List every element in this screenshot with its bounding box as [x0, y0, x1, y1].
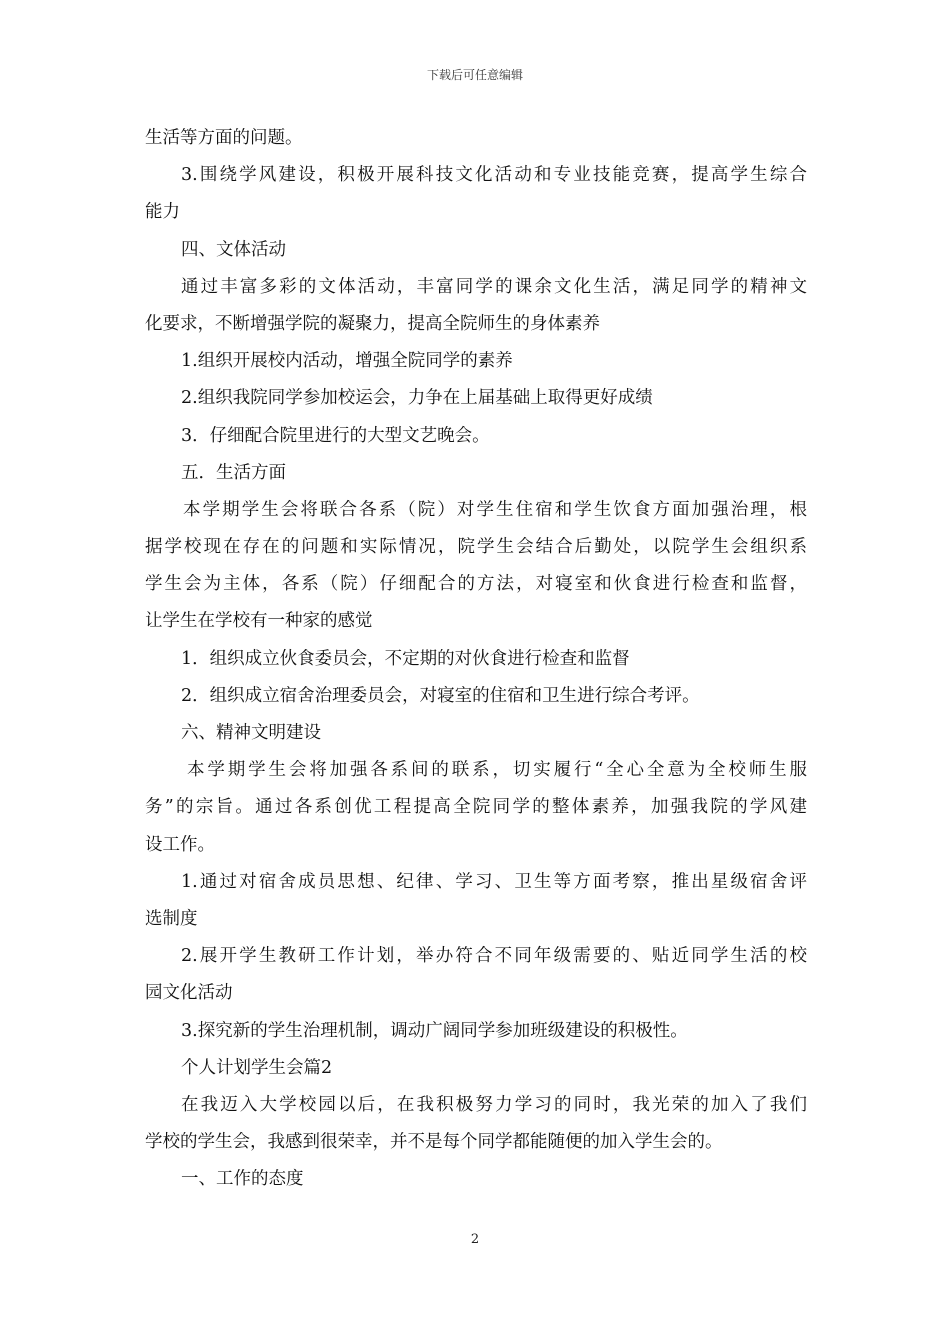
page-number: 2 [470, 1232, 480, 1247]
text-line: 设工作。 [145, 834, 215, 855]
text-line: 本学期学生会将加强各系间的联系，切实履行“全心全意为全校师生服 [187, 760, 807, 781]
text-line: 1．组织成立伙食委员会，不定期的对伙食进行检查和监督 [181, 648, 630, 669]
section-heading: 四、文体活动 [181, 239, 286, 260]
text-line: 学生会为主体，各系（院）仔细配合的方法，对寝室和伙食进行检查和监督， [145, 574, 807, 595]
text-line: 据学校现在存在的问题和实际情况，院学生会结合后勤处，以院学生会组织系 [145, 537, 807, 558]
section-heading: 六、精神文明建设 [181, 723, 321, 743]
text-line: 2.展开学生教研工作计划，举办符合不同年级需要的、贴近同学生活的校 [181, 946, 807, 967]
text-line: 务”的宗旨。通过各系创优工程提高全院同学的整体素养，加强我院的学风建 [145, 797, 807, 818]
section-heading: 一、工作的态度 [181, 1169, 304, 1190]
text-line: 在我迈入大学校园以后，在我积极努力学习的同时，我光荣的加入了我们 [181, 1094, 807, 1115]
text-line: 化要求，不断增强学院的凝聚力，提高全院师生的身体素养 [145, 313, 600, 334]
text-line: 学校的学生会，我感到很荣幸，并不是每个同学都能随便的加入学生会的。 [145, 1132, 723, 1153]
text-line: 3．仔细配合院里进行的大型文艺晚会。 [181, 425, 490, 446]
text-line: 3.围绕学风建设，积极开展科技文化活动和专业技能竞赛，提高学生综合 [181, 165, 807, 186]
section-heading: 个人计划学生会篇2 [181, 1057, 333, 1078]
text-line: 能力 [145, 202, 180, 223]
page-header: 下载后可任意编辑 [426, 68, 523, 82]
text-line: 通过丰富多彩的文体活动，丰富同学的课余文化生活，满足同学的精神文 [181, 276, 807, 297]
text-line: 园文化活动 [145, 983, 233, 1004]
text-line: 1.通过对宿舍成员思想、纪律、学习、卫生等方面考察，推出星级宿舍评 [181, 871, 807, 892]
text-line: 1.组织开展校内活动，增强全院同学的素养 [181, 351, 513, 372]
text-line: 让学生在学校有一种家的感觉 [145, 611, 373, 632]
text-line: 3.探究新的学生治理机制，调动广阔同学参加班级建设的积极性。 [181, 1020, 688, 1041]
text-line: 2．组织成立宿舍治理委员会，对寝室的住宿和卫生进行综合考评。 [181, 685, 700, 706]
section-heading: 五．生活方面 [181, 462, 286, 483]
text-line: 生活等方面的问题。 [145, 128, 303, 148]
text-line: 选制度 [145, 908, 198, 929]
document-body [145, 120, 807, 1198]
text-line: 本学期学生会将联合各系（院）对学生住宿和学生饮食方面加强治理，根 [183, 499, 807, 520]
text-line: 2.组织我院同学参加校运会，力争在上届基础上取得更好成绩 [181, 388, 653, 409]
